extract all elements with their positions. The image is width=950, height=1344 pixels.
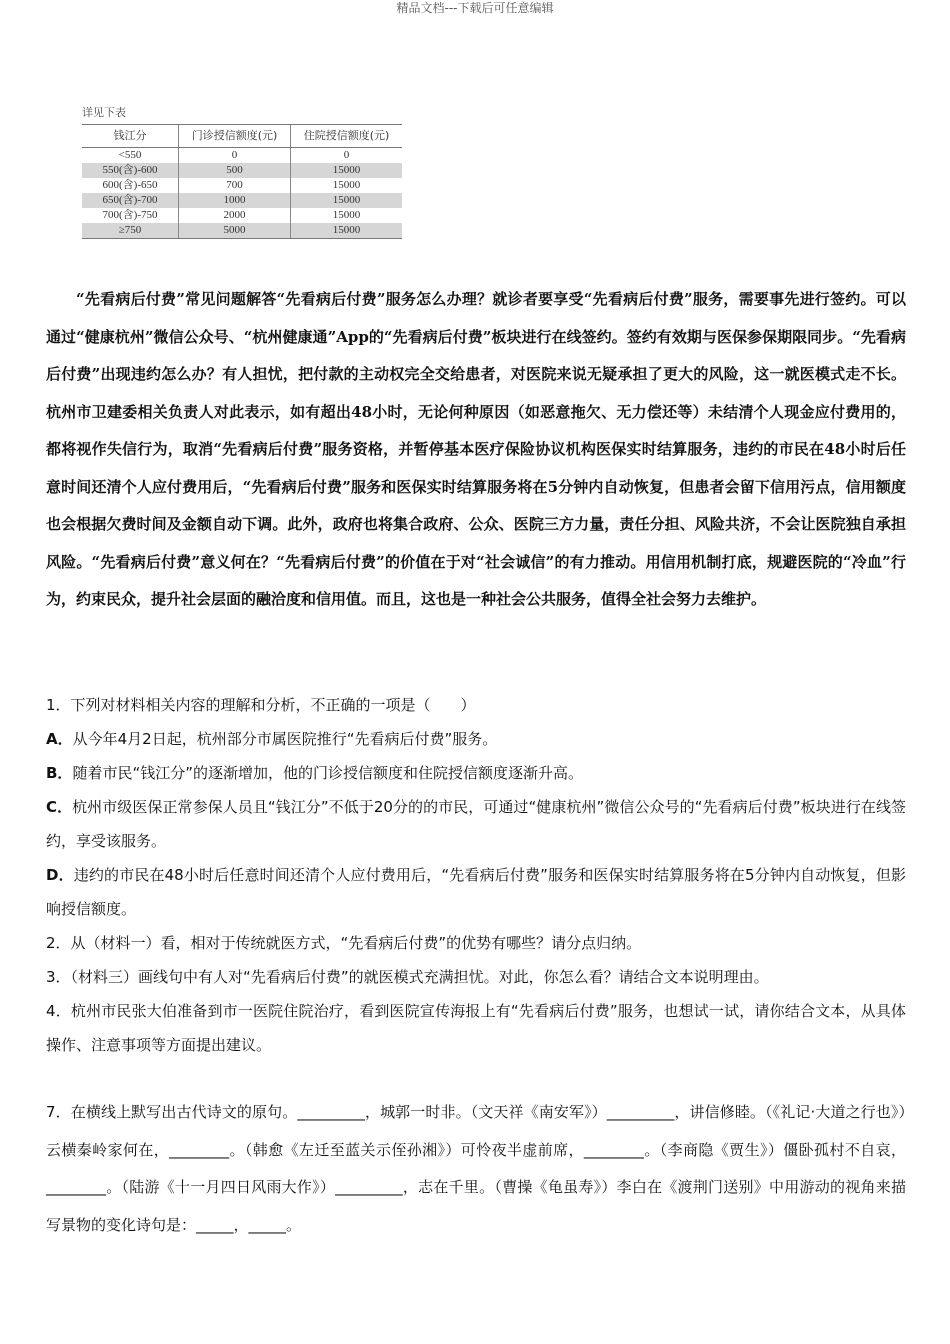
page-header: 精品文档---下载后可任意编辑	[396, 1, 554, 15]
column-header: 钱江分	[82, 125, 179, 148]
column-header: 门诊授信额度(元)	[179, 125, 291, 148]
table-cell: 0	[179, 148, 291, 164]
question-block	[46, 688, 906, 1062]
question-7-poetry: 7．在横线上默写出古代诗文的原句。_________，城郭一时非。（文天祥《南安军》）_________，讲信修睦。（《礼记·大道之行也》）云横秦岭家何在，________。（韩愈《左迁至蓝关示侄孙湘》）可怜夜半虚前席，________。（李商隐《贾生》）僵卧孤村不自哀，________。（陆游《十一月四日风雨大作》）_________，志在千里。（曹操《龟虽寿》）李白在《渡荆门送别》中用游动的视角来描写景物的变化诗句是：_____，_____。	[46, 1103, 906, 1234]
table-row	[82, 163, 402, 178]
table-cell: 5000	[179, 223, 291, 239]
option-c	[46, 790, 906, 858]
question-1: 1．下列对材料相关内容的理解和分析，不正确的一项是（ ）	[46, 696, 476, 714]
table-row	[82, 208, 402, 223]
table-cell: ≥750	[82, 223, 179, 239]
table-header-row	[82, 125, 402, 148]
table-cell: 700	[179, 178, 291, 193]
question-4: 4．杭州市民张大伯准备到市一医院住院治疗，看到医院宣传海报上有“先看病后付费”服务，也想试一试，请你结合文本，从具体操作、注意事项等方面提出建议。	[46, 1002, 906, 1054]
option-text: 随着市民“钱江分”的逐渐增加，他的门诊授信额度和住院授信额度逐渐升高。	[72, 764, 583, 782]
table-row	[82, 193, 402, 208]
table-cell: <550	[118, 149, 142, 161]
table-cell: 0	[291, 148, 402, 164]
table-cell: 15000	[291, 208, 402, 223]
option-text: 从今年4月2日起，杭州部分市属医院推行“先看病后付费”服务。	[72, 730, 498, 748]
option-a	[46, 722, 906, 756]
question-2: 2．从（材料一）看，相对于传统就医方式，“先看病后付费”的优势有哪些？请分点归纳。	[46, 934, 642, 952]
column-header: 住院授信额度(元)	[291, 125, 402, 148]
table-row	[82, 223, 402, 239]
table-row	[82, 148, 402, 164]
table-row	[82, 178, 402, 193]
table-cell: 15000	[291, 193, 402, 208]
table-cell: 15000	[291, 223, 402, 239]
option-letter: B．	[46, 764, 73, 782]
table-cell: 15000	[291, 163, 402, 178]
table-cell: 600(含)-650	[102, 179, 158, 191]
option-b	[46, 756, 906, 790]
table-cell: 15000	[291, 178, 402, 193]
option-d	[46, 858, 906, 926]
question-3: 3．（材料三）画线句中有人对“先看病后付费”的就医模式充满担忧。对此，你怎么看？请结合文本说明理由。	[46, 968, 769, 986]
credit-limit-table	[82, 124, 402, 239]
reading-passage: “先看病后付费”常见问题解答“先看病后付费”服务怎么办理？就诊者要享受“先看病后付费”服务，需要事先进行签约。可以通过“健康杭州”微信公众号、“杭州健康通”App的“先看病后付费”板块进行在线签约。签约有效期与医保参保期限同步。“先看病后付费”出现违约怎么办？有人担忧，把付款的主动权完全交给患者，对医院来说无疑承担了更大的风险，这一就医模式走不长。杭州市卫建委相关负责人对此表示，如有超出48小时，无论何种原因（如恶意拖欠、无力偿还等）未结清个人现金应付费用的，都将视作失信行为，取消“先看病后付费”服务资格，并暂停基本医疗保险协议机构医保实时结算服务，违约的市民在48小时后任意时间还清个人应付费用后，“先看病后付费”服务和医保实时结算服务将在5分钟内自动恢复，但患者会留下信用污点，信用额度也会根据欠费时间及金额自动下调。此外，政府也将集合政府、公众、医院三方力量，责任分担、风险共济，不会让医院独自承担风险。“先看病后付费”意义何在？“先看病后付费”的价值在于对“社会诚信”的有力推动。用信用机制打底，规避医院的“冷血”行为，约束民众，提升社会层面的融洽度和信用值。而且，这也是一种社会公共服务，值得全社会努力去维护。	[46, 290, 906, 608]
table-caption: 详见下表	[82, 106, 126, 119]
table-cell: 650(含)-700	[82, 193, 179, 208]
table-cell: 500	[179, 163, 291, 178]
option-text: 违约的市民在48小时后任意时间还清个人应付费用后，“先看病后付费”服务和医保实时结算服务将在5分钟内自动恢复，但影响授信额度。	[46, 866, 906, 918]
table-cell: 1000	[179, 193, 291, 208]
option-letter: A．	[46, 730, 73, 748]
option-text: 杭州市级医保正常参保人员且“钱江分”不低于20分的的市民，可通过“健康杭州”微信公众号的“先看病后付费”板块进行在线签约，享受该服务。	[46, 798, 906, 850]
option-letter: D．	[46, 866, 74, 884]
table-cell: 2000	[179, 208, 291, 223]
table-cell: 700(含)-750	[102, 209, 158, 221]
table-cell: 550(含)-600	[82, 163, 179, 178]
option-letter: C．	[46, 798, 73, 816]
